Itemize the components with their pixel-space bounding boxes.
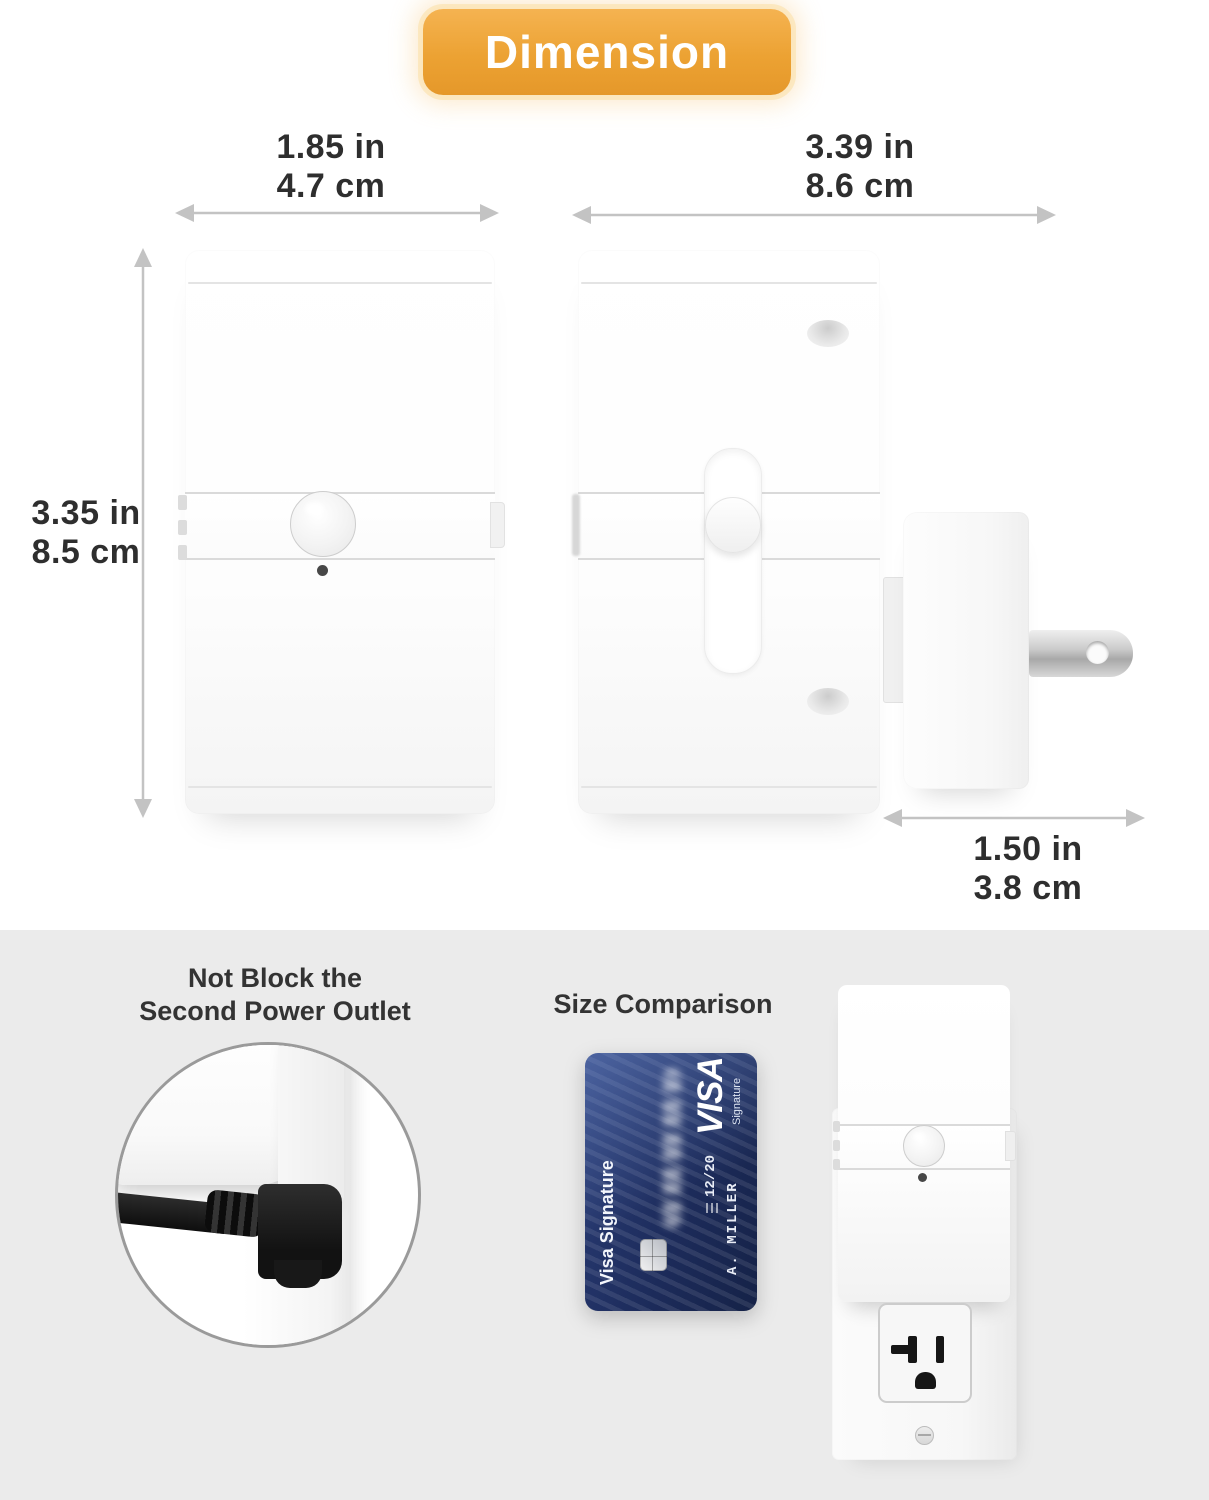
side-vent-tab (178, 545, 187, 560)
visa-tier-label: Signature (731, 1077, 743, 1125)
installed-vent-tab (833, 1121, 840, 1132)
plug-prong (1029, 630, 1133, 677)
depth-cm: 3.8 cm (973, 869, 1083, 907)
height-arrow-icon (130, 248, 156, 818)
depth-inches: 1.50 in (973, 830, 1083, 868)
back-width-inches: 3.39 in (805, 128, 915, 166)
outlet-heading (45, 962, 505, 1028)
page-title: Dimension (484, 26, 730, 78)
keyhole-slot-top (807, 320, 849, 347)
dimension-title-badge (423, 9, 791, 95)
device-front-view (185, 250, 495, 814)
card-holder-name: A. MILLER (725, 1181, 741, 1275)
installed-light-sensor-dot (918, 1173, 927, 1182)
card-chip (640, 1239, 667, 1271)
outlet-not-blocked-photo (115, 1042, 421, 1348)
card-number-blurred (663, 1069, 681, 1227)
installed-vent-tab (833, 1140, 840, 1151)
outlet-heading-line1: Not Block the (187, 963, 362, 993)
slide-track-slot (704, 448, 762, 674)
visa-logo: VISA (691, 1057, 730, 1135)
front-bottom-edge-line (188, 786, 492, 788)
outlet-heading-line2: Second Power Outlet (139, 996, 411, 1026)
front-width-arrow-icon (175, 200, 499, 226)
card-expiry: 12/20 (703, 1154, 719, 1197)
card-label: Visa Signature (597, 1160, 617, 1285)
side-vent-tab (178, 495, 187, 510)
installed-night-light (838, 985, 1010, 1302)
free-power-receptacle (878, 1303, 972, 1403)
inset-night-light-side (278, 1042, 344, 1207)
outlet-plate-screw (915, 1426, 934, 1445)
device-back-view (578, 250, 880, 814)
receptacle-hot-slot (936, 1336, 944, 1363)
installed-vent-tab (833, 1159, 840, 1170)
side-switch-knob (490, 502, 505, 548)
credit-card-face (585, 1053, 757, 1311)
slide-knob (705, 497, 761, 553)
front-width-label (181, 128, 481, 206)
depth-label (878, 830, 1178, 908)
receptacle-ground-hole (915, 1372, 936, 1389)
installed-motion-sensor-dome (903, 1125, 945, 1167)
front-width-cm: 4.7 cm (276, 167, 386, 205)
prong-hole (1086, 641, 1109, 664)
front-top-edge-line (188, 282, 492, 284)
back-top-edge-line (581, 282, 877, 284)
power-cord-collar (204, 1189, 266, 1238)
front-width-inches: 1.85 in (276, 128, 386, 166)
depth-arrow-icon (883, 805, 1145, 831)
back-width-cm: 8.6 cm (805, 167, 915, 205)
side-vent-tab (178, 520, 187, 535)
light-sensor-dot (317, 565, 328, 576)
sensor-edge-bump (572, 494, 580, 556)
receptacle-neutral-slot-t (891, 1345, 916, 1354)
height-cm: 8.5 cm (31, 533, 141, 571)
back-width-arrow-icon (572, 202, 1056, 228)
height-inches: 3.35 in (31, 494, 141, 532)
plug-body (903, 512, 1029, 789)
back-bottom-edge-line (581, 786, 877, 788)
credit-card (585, 1053, 757, 1311)
keyhole-slot-bottom (807, 688, 849, 715)
installed-side-knob (1005, 1131, 1016, 1161)
power-plug-head (258, 1184, 342, 1279)
back-width-label (710, 128, 1010, 206)
motion-sensor-dome (290, 491, 356, 557)
valid-thru-mark (706, 1203, 718, 1213)
size-comparison-heading: Size Comparison (553, 989, 773, 1019)
